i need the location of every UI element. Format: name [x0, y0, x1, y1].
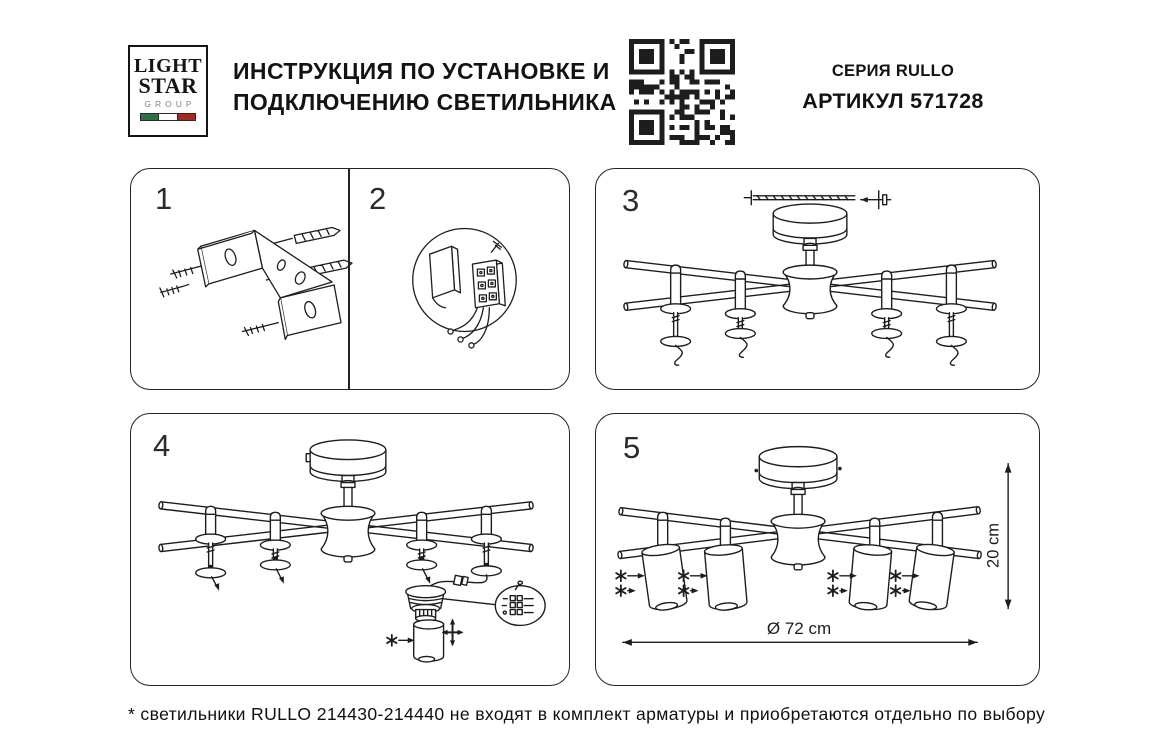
assembled-fixture-drawing — [596, 414, 1039, 685]
wiring-detail-drawing — [413, 228, 517, 348]
step-number-5: 5 — [623, 430, 641, 465]
dimension-height-label: 20 cm — [984, 523, 1003, 568]
title-line-1: ИНСТРУКЦИЯ ПО УСТАНОВКЕ И — [233, 58, 610, 84]
document-title — [233, 56, 617, 118]
step-panel-3 — [595, 168, 1040, 390]
step1-step2-illustration — [131, 169, 569, 389]
logo-word-light: LIGHT — [133, 55, 203, 77]
step-panel-5 — [595, 413, 1040, 686]
flag-green-segment — [141, 114, 158, 120]
article-label: АРТИКУЛ 571728 — [802, 89, 984, 113]
step-number-1: 1 — [155, 181, 173, 216]
step-number-3: 3 — [622, 183, 640, 218]
step-panel-1-2 — [130, 168, 570, 390]
title-line-2: ПОДКЛЮЧЕНИЮ СВЕТИЛЬНИКА — [233, 89, 617, 115]
ceiling-frame-drawing — [596, 169, 1039, 389]
step-panel-4 — [130, 413, 570, 686]
series-label: СЕРИЯ RULLO — [831, 62, 955, 80]
lamp-mounting-drawing — [131, 414, 569, 685]
qr-code — [629, 39, 735, 145]
flag-white-segment — [158, 114, 177, 120]
footnote: * светильники RULLO 214430-214440 не входят в комплект арматуры и приобретаются отдельно по выбору — [128, 704, 1046, 724]
mounting-bracket-drawing — [160, 227, 352, 339]
panel-divider — [348, 169, 350, 389]
flag-red-segment — [178, 114, 195, 120]
step-number-4: 4 — [153, 428, 171, 463]
italian-flag-bar — [140, 113, 196, 121]
logo-word-group: GROUP — [144, 99, 196, 109]
step-number-2: 2 — [369, 181, 387, 216]
logo-word-star: STAR — [138, 73, 198, 98]
dimension-diameter-label: Ø 72 cm — [766, 619, 832, 638]
lightstar-logo — [128, 45, 208, 137]
product-info — [786, 62, 1000, 114]
